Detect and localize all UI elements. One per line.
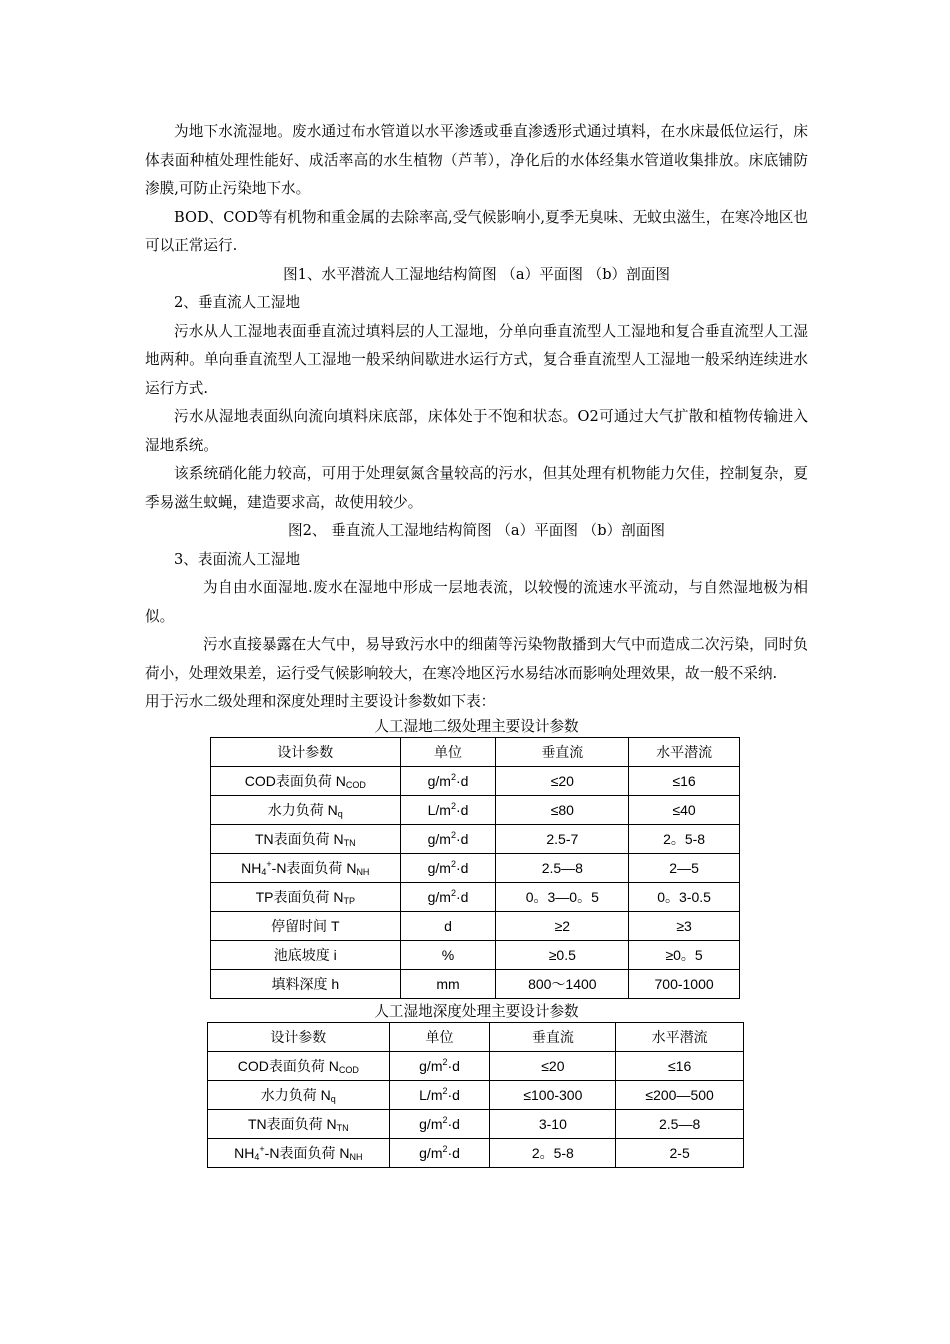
unit-tail: ·d: [455, 831, 469, 847]
vertical-flow-cell: ≥2: [496, 911, 629, 940]
unit-cell: [389, 1138, 490, 1167]
unit-cell: [400, 853, 496, 882]
horizontal-flow-cell: 2—5: [629, 853, 740, 882]
horizontal-flow-cell: 700-1000: [629, 969, 740, 998]
param-subscript: TP: [343, 895, 355, 906]
unit-text: L/m: [419, 1087, 443, 1103]
param-name: NH: [241, 859, 262, 876]
unit-superscript: 2: [450, 859, 456, 869]
param-cell: [211, 795, 401, 824]
param-cell: [211, 882, 401, 911]
unit-cell: [400, 766, 496, 795]
param-cell: [208, 1109, 390, 1138]
header-cell: 设计参数: [208, 1022, 390, 1051]
unit-cell: [400, 882, 496, 911]
param-name: COD表面负荷 N: [237, 1057, 339, 1074]
unit-tail: ·d: [455, 889, 469, 905]
unit-tail: ·d: [447, 1087, 460, 1103]
param-name: 填料深度 h: [271, 975, 340, 992]
paragraph: 污水从湿地表面纵向流向填料床底部，床体处于不饱和状态。O2可通过大气扩散和植物传输进入湿地系统。: [145, 408, 808, 454]
param-name: COD表面负荷 N: [244, 772, 346, 789]
param-cell: [208, 1080, 390, 1109]
vertical-flow-cell: 0。3—0。5: [496, 882, 629, 911]
table-row: [211, 853, 740, 882]
param-cell: [211, 824, 401, 853]
unit-cell: [389, 1109, 490, 1138]
figure-caption: 图1、水平潜流人工湿地结构简图 （a）平面图 （b）剖面图: [283, 265, 670, 283]
param-cell: [211, 911, 401, 940]
unit-text: g/m: [427, 860, 451, 876]
unit-text: g/m: [427, 831, 451, 847]
param-name-tail: -N表面负荷 N: [264, 1144, 350, 1161]
unit-text: g/m: [427, 889, 451, 905]
header-cell: 设计参数: [211, 737, 401, 766]
table-row: [211, 911, 740, 940]
unit-tail: ·d: [447, 1145, 460, 1161]
table-row: [211, 940, 740, 969]
unit-text: g/m: [427, 773, 451, 789]
param-cell: [208, 1138, 390, 1167]
param-cell: [211, 853, 401, 882]
figure-caption: 图2、 垂直流人工湿地结构简图 （a）平面图 （b）剖面图: [288, 522, 665, 539]
vertical-flow-cell: ≤20: [496, 766, 629, 795]
unit-superscript: 2: [450, 801, 456, 811]
unit-text: L/m: [427, 802, 451, 818]
table-row: [211, 795, 740, 824]
param-name: 池底坡度 i: [273, 946, 337, 963]
table-caption: 人工湿地二级处理主要设计参数: [374, 717, 579, 735]
unit-cell: [400, 824, 496, 853]
param-subscript: COD: [345, 779, 366, 790]
unit-superscript: 2: [442, 1115, 448, 1125]
horizontal-flow-cell: ≤16: [616, 1051, 744, 1080]
section-heading: 2、垂直流人工湿地: [174, 294, 301, 311]
unit-text: %: [441, 946, 455, 963]
unit-text: g/m: [419, 1058, 443, 1074]
param-name: 水力负荷 N: [267, 801, 338, 818]
param-subscript: q: [337, 808, 343, 819]
horizontal-flow-cell: ≤40: [629, 795, 740, 824]
vertical-flow-cell: 2.5—8: [496, 853, 629, 882]
param-cell: [211, 940, 401, 969]
vertical-flow-cell: ≤100-300: [490, 1080, 616, 1109]
paragraph: BOD、COD等有机物和重金属的去除率高,受气候影响小,夏季无臭味、无蚊虫滋生，在寒冷地区也可以正常运行.: [145, 208, 808, 254]
paragraph: 污水直接暴露在大气中，易导致污水中的细菌等污染物散播到大气中而造成二次污染，同时负荷小，处理效果差，运行受气候影响较大，在寒冷地区污水易结冰而影响处理效果，故一般不采纳.: [145, 636, 808, 682]
horizontal-flow-cell: ≥0。5: [629, 940, 740, 969]
table-row: [208, 1109, 744, 1138]
horizontal-flow-cell: ≤16: [629, 766, 740, 795]
table-row: [211, 766, 740, 795]
table-row: [208, 1080, 744, 1109]
paragraph: 用于污水二级处理和深度处理时主要设计参数如下表：: [145, 693, 496, 710]
header-cell: 水平潜流: [616, 1022, 744, 1051]
unit-superscript: 2: [442, 1144, 448, 1154]
unit-text: g/m: [419, 1145, 443, 1161]
horizontal-flow-cell: ≥3: [629, 911, 740, 940]
header-cell: 单位: [400, 737, 496, 766]
unit-cell: [400, 969, 496, 998]
vertical-flow-cell: ≥0.5: [496, 940, 629, 969]
unit-text: mm: [436, 975, 460, 992]
param-cell: [208, 1051, 390, 1080]
unit-tail: ·d: [455, 802, 469, 818]
param-name: TN表面负荷 N: [247, 1115, 337, 1132]
unit-superscript: 2: [450, 830, 456, 840]
header-cell: 水平潜流: [629, 737, 740, 766]
secondary-treatment-table: [210, 737, 740, 999]
paragraph: 为自由水面湿地.废水在湿地中形成一层地表流，以较慢的流速水平流动，与自然湿地极为相似。: [145, 579, 808, 625]
unit-superscript: 2: [450, 888, 456, 898]
param-superscript: +: [259, 1143, 265, 1154]
horizontal-flow-cell: 2.5—8: [616, 1109, 744, 1138]
vertical-flow-cell: 2。5-8: [490, 1138, 616, 1167]
unit-superscript: 2: [442, 1057, 448, 1067]
param-cell: [211, 766, 401, 795]
table-row: [208, 1138, 744, 1167]
section-heading: 3、表面流人工湿地: [174, 550, 301, 568]
unit-tail: ·d: [447, 1058, 460, 1074]
param-subscript: 4: [261, 866, 267, 877]
vertical-flow-cell: 3-10: [490, 1109, 616, 1138]
header-cell: 垂直流: [496, 737, 629, 766]
table-row: [211, 824, 740, 853]
unit-superscript: 2: [442, 1086, 448, 1096]
param-subscript: 4: [254, 1151, 260, 1162]
header-cell: 垂直流: [490, 1022, 616, 1051]
advanced-treatment-table: [207, 1022, 744, 1168]
header-cell: 单位: [389, 1022, 490, 1051]
unit-cell: [389, 1051, 490, 1080]
table-header-row: [211, 737, 740, 766]
unit-tail: ·d: [447, 1116, 460, 1132]
param-subscript: NH: [356, 866, 370, 877]
param-name: TN表面负荷 N: [254, 830, 344, 847]
vertical-flow-cell: 800～1400: [496, 969, 629, 998]
table-caption: 人工湿地深度处理主要设计参数: [374, 1002, 579, 1020]
horizontal-flow-cell: 0。3-0.5: [629, 882, 740, 911]
unit-cell: [400, 911, 496, 940]
unit-text: g/m: [419, 1116, 443, 1132]
table-header-row: [208, 1022, 744, 1051]
unit-tail: ·d: [455, 773, 469, 789]
param-name-tail: -N表面负荷 N: [271, 859, 357, 876]
param-name: TP表面负荷 N: [255, 888, 344, 905]
param-subscript: q: [330, 1093, 336, 1104]
table-row: [208, 1051, 744, 1080]
param-subscript: TN: [343, 837, 356, 848]
paragraph: 污水从人工湿地表面垂直流过填料层的人工湿地，分单向垂直流型人工湿地和复合垂直流型人工湿地两种。单向垂直流型人工湿地一般采纳间歇进水运行方式，复合垂直流型人工湿地一般采纳连续进水运行方式.: [145, 322, 808, 397]
param-name: 停留时间 T: [271, 917, 340, 934]
unit-text: d: [444, 917, 452, 934]
table-row: [211, 882, 740, 911]
unit-superscript: 2: [450, 772, 456, 782]
vertical-flow-cell: 2.5-7: [496, 824, 629, 853]
unit-cell: [400, 940, 496, 969]
param-name: NH: [234, 1144, 255, 1161]
document-page: [145, 118, 808, 1168]
table-row: [211, 969, 740, 998]
param-subscript: NH: [349, 1151, 363, 1162]
vertical-flow-cell: ≤80: [496, 795, 629, 824]
unit-cell: [389, 1080, 490, 1109]
paragraph: 该系统硝化能力较高，可用于处理氨氮含量较高的污水，但其处理有机物能力欠佳，控制复杂，夏季易滋生蚊蝇，建造要求高，故使用较少。: [145, 465, 808, 511]
unit-cell: [400, 795, 496, 824]
param-cell: [211, 969, 401, 998]
horizontal-flow-cell: 2-5: [616, 1138, 744, 1167]
param-subscript: TN: [336, 1122, 349, 1133]
horizontal-flow-cell: 2。5-8: [629, 824, 740, 853]
vertical-flow-cell: ≤20: [490, 1051, 616, 1080]
param-superscript: +: [266, 858, 272, 869]
param-name: 水力负荷 N: [260, 1086, 331, 1103]
param-subscript: COD: [338, 1064, 359, 1075]
horizontal-flow-cell: ≤200—500: [616, 1080, 744, 1109]
paragraph: 为地下水流湿地。废水通过布水管道以水平渗透或垂直渗透形式通过填料，在水床最低位运行，床体表面种植处理性能好、成活率高的水生植物（芦苇），净化后的水体经集水管道收集排放。床底铺防渗膜,可防止污染地下水。: [145, 123, 808, 197]
unit-tail: ·d: [455, 860, 469, 876]
